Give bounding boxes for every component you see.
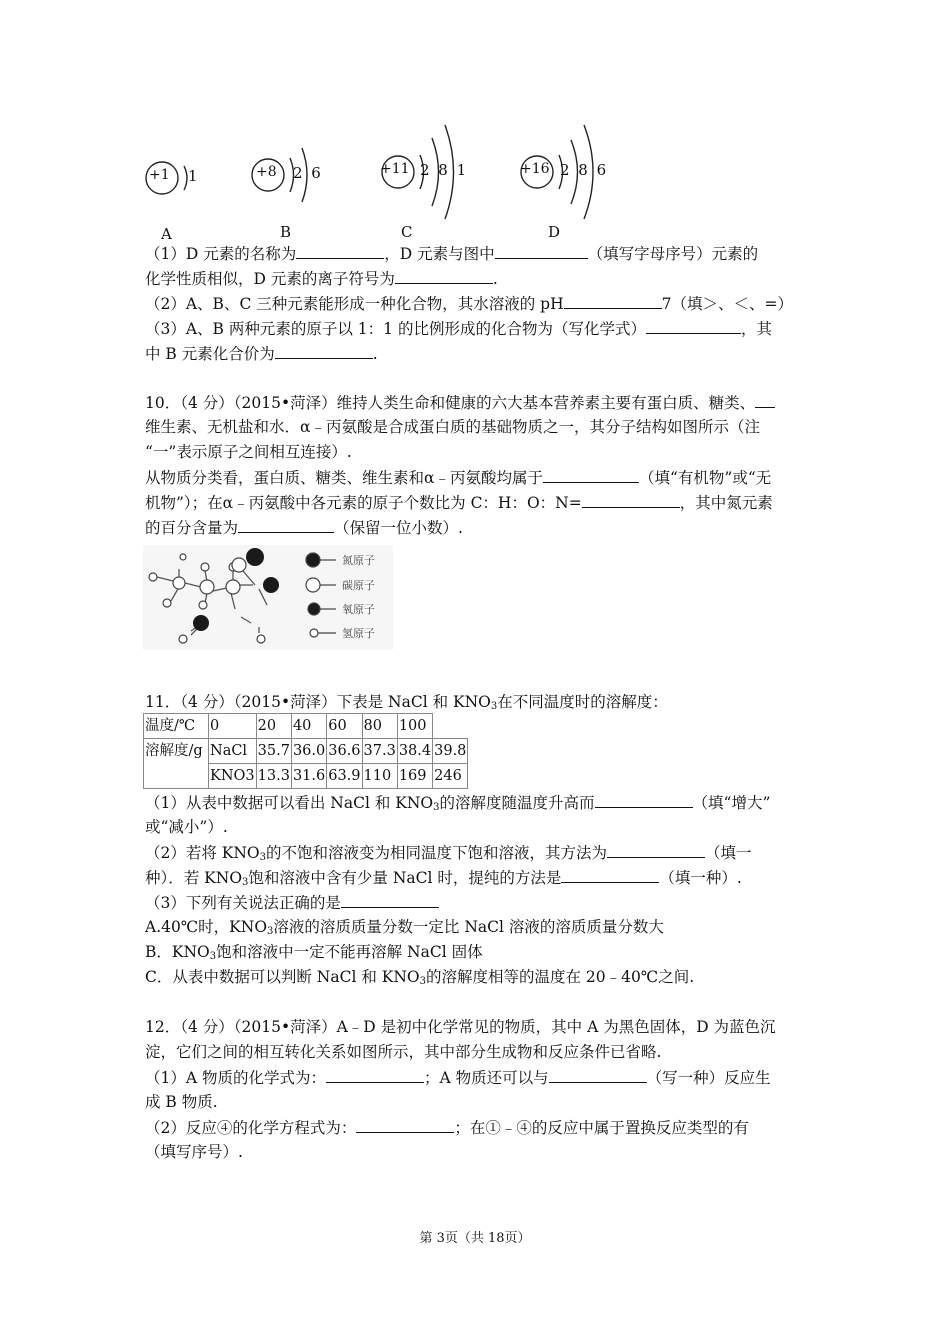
answer-blank[interactable]	[238, 516, 334, 533]
nucleus-b: +8	[256, 164, 277, 180]
shells-a: 1	[188, 167, 198, 185]
shells-c: 2 8 1	[420, 161, 467, 179]
q12-line-2: 淀，它们之间的相互转化关系如图所示，其中部分生成物和反应条件已省略.	[145, 1043, 662, 1061]
legend-hydrogen: 氢原子	[342, 627, 375, 640]
q11-part2-line-2: 种）．若 $KNO_3$饱和溶液中含有少量 NaCl 时，提纯的方法是 （填一种）.	[145, 866, 742, 894]
answer-blank[interactable]	[296, 242, 384, 259]
q10-line-5: 机物”）；在α﹣丙氨酸中各元素的原子个数比为 C：H：O：N= ，其中氮元素	[145, 491, 773, 514]
nucleus-d: +16	[520, 161, 550, 177]
q10-line-6: 的百分含量为 （保留一位小数）.	[145, 516, 463, 539]
table-row: 温度/℃ 0 20 40 60 80 100	[144, 714, 468, 739]
answer-blank[interactable]	[543, 466, 639, 483]
shell-arc	[184, 166, 187, 190]
answer-blank[interactable]	[395, 267, 493, 284]
q9-line-3: （2）A、B、C 三种元素能形成一种化合物，其水溶液的 pH 7（填＞、＜、=）	[145, 292, 793, 315]
answer-blank[interactable]	[646, 317, 741, 334]
answer-blank[interactable]	[564, 292, 662, 309]
q12-line-1: 12．（4 分）（2015•菏泽）A﹣D 是初中化学常见的物质，其中 A 为黑色固体，D 为蓝色沉	[145, 1018, 776, 1036]
answer-blank[interactable]	[275, 342, 373, 359]
q11-option-a: A.40℃时，$KNO_3$溶液的溶质质量分数一定比 NaCl 溶液的溶质质量分数大	[145, 918, 664, 937]
q12-line-5: （2）反应④的化学方程式为： ；在①﹣④的反应中属于置换反应类型的有	[145, 1116, 807, 1139]
answer-blank[interactable]	[582, 491, 680, 508]
q11-part2-line-1: （2）若将 $KNO_3$的不饱和溶液变为相同温度下饱和溶液，其方法为 （填一	[145, 841, 752, 869]
legend-carbon: 碳原子	[342, 579, 375, 592]
label-a: A	[161, 225, 172, 243]
legend-oxygen: 氧原子	[342, 603, 375, 616]
nucleus-c: +11	[380, 161, 410, 177]
answer-blank[interactable]	[326, 1066, 424, 1083]
q11-part1-line-1: （1）从表中数据可以看出 NaCl 和 $KNO_3$的溶解度随温度升高而 （填“增大”	[145, 791, 770, 819]
q9-line-4: （3）A、B 两种元素的原子以 1：1 的比例形成的化合物为（写化学式） ，其	[145, 317, 772, 340]
answer-blank[interactable]	[549, 1066, 647, 1083]
answer-blank[interactable]	[561, 866, 659, 883]
page-footer: 第 3页（共 18页）	[419, 1231, 531, 1246]
answer-blank[interactable]	[495, 242, 588, 259]
q10-line-4: 从物质分类看，蛋白质、糖类、维生素和α﹣丙氨酸均属于 （填“有机物”或“无	[145, 466, 771, 489]
q10-line-3: “一”表示原子之间相互连接）.	[145, 443, 352, 461]
shells-b: 2 6	[293, 164, 321, 182]
q9-line-5: 中 B 元素化合价为 .	[145, 342, 378, 365]
q11-part3: （3）下列有关说法正确的是	[145, 891, 439, 914]
q11-option-c: C．从表中数据可以判断 NaCl 和 $KNO_3$的溶解度相等的温度在 20﹣40℃之间.	[145, 968, 695, 987]
legend-nitrogen: 氮原子	[342, 554, 375, 567]
q11-part1-line-2: 或“减小”）.	[145, 818, 228, 836]
shells-d: 2 8 6	[560, 161, 607, 179]
q10-line-2: 维生素、无机盐和水．α﹣丙氨酸是合成蛋白质的基础物质之一，其分子结构如图所示（注	[145, 418, 760, 436]
q12-line-6: （填写序号）.	[145, 1143, 243, 1161]
q10-line-1: 10．（4 分）（2015•菏泽）维持人类生命和健康的六大基本营养素主要有蛋白质、糖类、	[145, 391, 775, 414]
label-b: B	[280, 223, 292, 241]
q9-line-2: 化学性质相似，D 元素的离子符号为 .	[145, 267, 498, 290]
q11-option-b: B．$KNO_3$饱和溶液中一定不能再溶解 NaCl 固体	[145, 943, 483, 962]
table-row: 溶解度/g NaCl 35.7 36.0 36.6 37.3 38.4 39.8	[144, 739, 468, 764]
answer-blank[interactable]	[341, 891, 439, 908]
q12-line-3: （1）A 物质的化学式为： ；A 物质还可以与 （写一种）反应生	[145, 1066, 771, 1089]
q11-line-1: 11．（4 分）（2015•菏泽）下表是 NaCl 和 $KNO_3$在不同温度时的溶解度：	[145, 693, 668, 712]
label-c: C	[401, 223, 413, 241]
answer-blank[interactable]	[755, 391, 775, 408]
q9-line-1: （1）D 元素的名称为 ，D 元素与图中 （填写字母序号）元素的	[145, 242, 758, 265]
solubility-table	[143, 713, 468, 789]
answer-blank[interactable]	[595, 791, 693, 808]
table-row: KNO3 13.3 31.6 63.9 110 169 246	[144, 764, 468, 789]
q12-line-4: 成 B 物质.	[145, 1093, 218, 1111]
label-d: D	[548, 223, 561, 241]
answer-blank[interactable]	[607, 841, 705, 858]
answer-blank[interactable]	[356, 1116, 454, 1133]
nucleus-a: +1	[149, 167, 170, 183]
